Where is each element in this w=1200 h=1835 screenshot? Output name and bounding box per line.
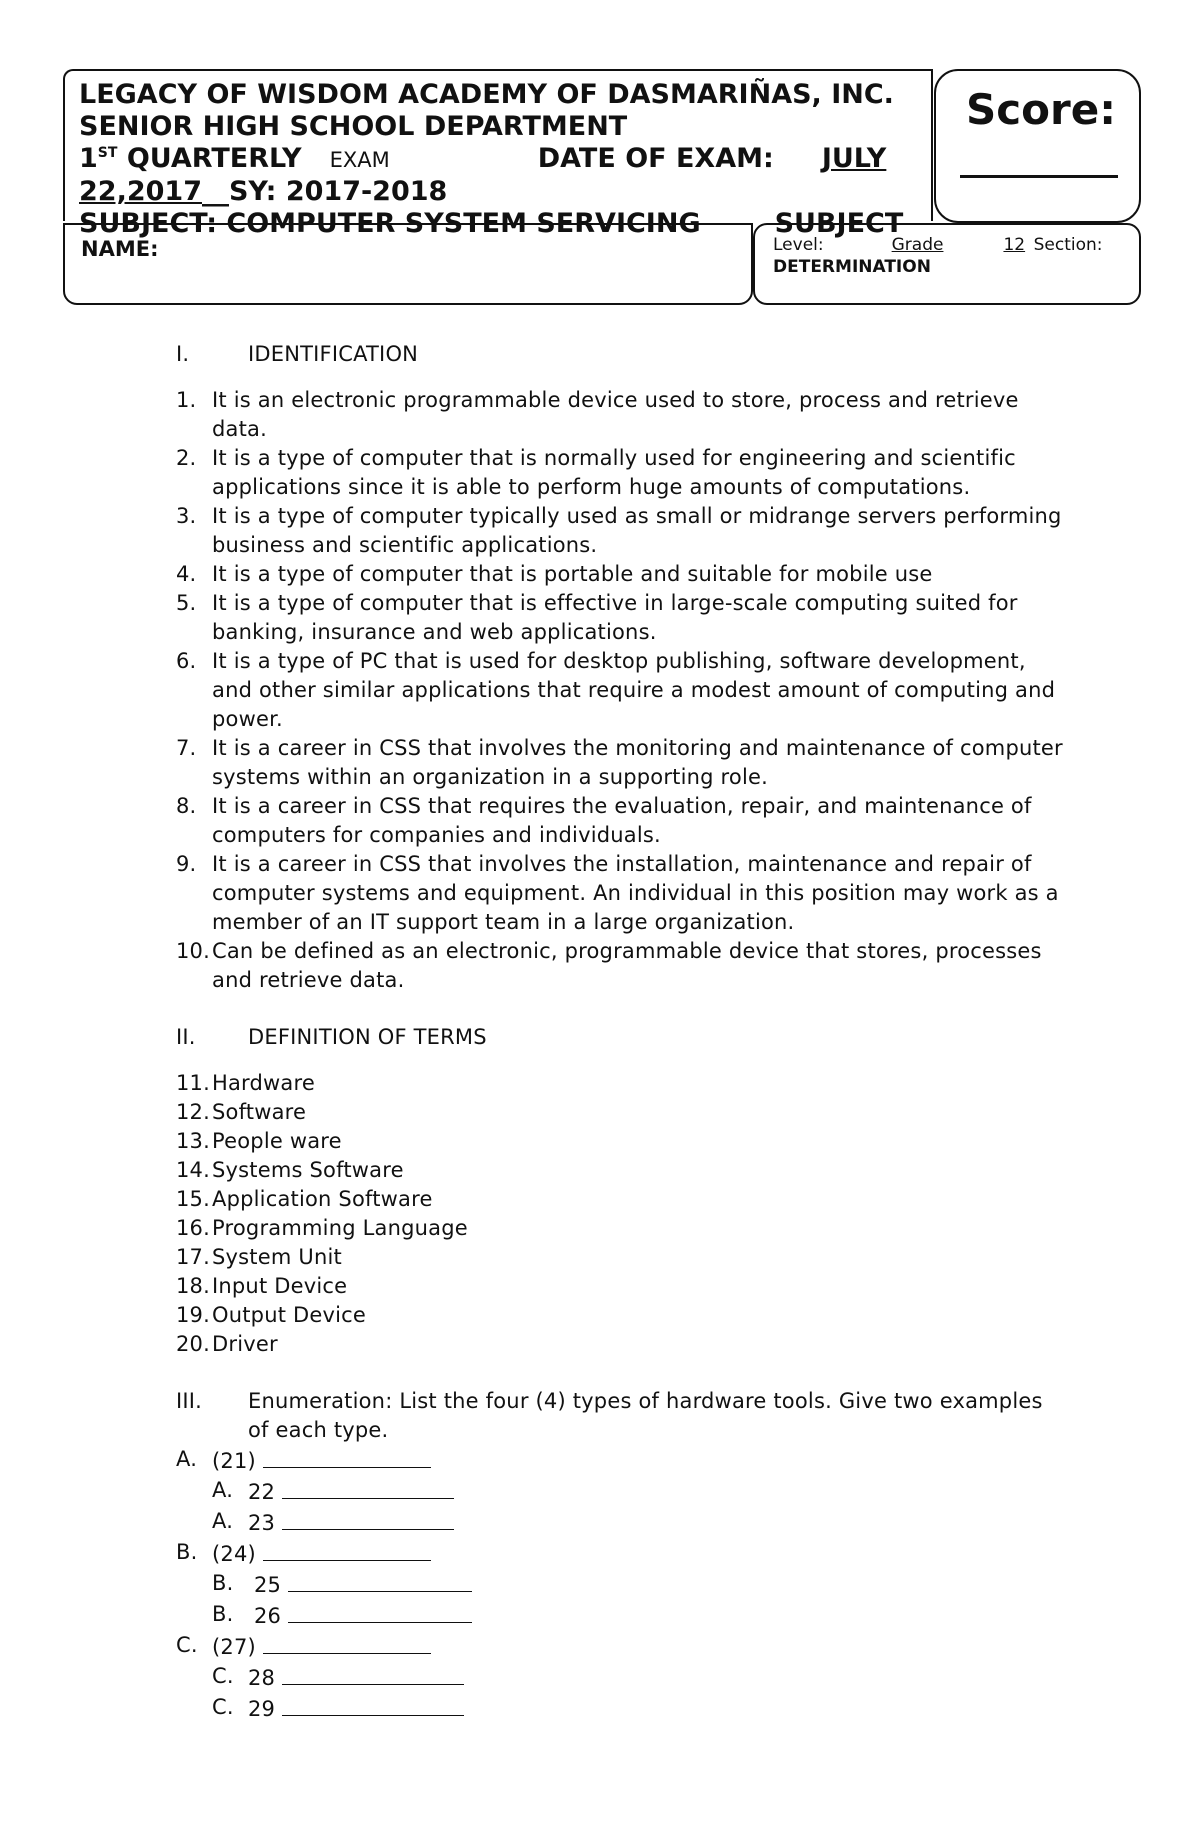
sub-letter: C. bbox=[212, 1664, 234, 1688]
item-number: 8. bbox=[176, 794, 197, 818]
item-text: Can be defined as an electronic, programmable device that stores, processes and retrieve data. bbox=[212, 939, 1042, 992]
item-number: 2. bbox=[176, 446, 197, 470]
section-number: I. bbox=[176, 342, 190, 366]
answer-blank[interactable] bbox=[263, 1538, 431, 1561]
group-label: (21) bbox=[212, 1449, 256, 1473]
exam-info-line bbox=[79, 143, 919, 176]
section-heading bbox=[176, 1023, 1066, 1052]
subject-right: SUBJECT bbox=[774, 208, 904, 239]
answer-blank[interactable] bbox=[263, 1631, 431, 1654]
item-text: Programming Language bbox=[212, 1216, 468, 1240]
list-item bbox=[176, 502, 1066, 560]
list-item bbox=[176, 1185, 1066, 1214]
group-label: (24) bbox=[212, 1542, 256, 1566]
item-text: It is an electronic programmable device used to store, process and retrieve data. bbox=[212, 388, 1019, 441]
item-text: Software bbox=[212, 1100, 307, 1124]
grade-label: Grade bbox=[891, 235, 944, 255]
item-text: Application Software bbox=[212, 1187, 433, 1211]
sub-label: 25 bbox=[254, 1573, 282, 1597]
exam-header bbox=[63, 69, 931, 239]
item-number: 14. bbox=[176, 1158, 210, 1182]
list-item bbox=[176, 589, 1066, 647]
item-number: 6. bbox=[176, 649, 197, 673]
name-box[interactable] bbox=[63, 223, 753, 305]
item-text: It is a type of computer that is portable and suitable for mobile use bbox=[212, 562, 933, 586]
sub-label: 29 bbox=[248, 1697, 276, 1721]
list-item bbox=[176, 386, 1066, 444]
item-text: Output Device bbox=[212, 1303, 367, 1327]
list-item bbox=[176, 792, 1066, 850]
header-divider bbox=[931, 69, 933, 221]
item-text: It is a type of computer typically used as small or midrange servers performing business and scientific applications. bbox=[212, 504, 1062, 557]
item-text: It is a type of computer that is normally used for engineering and scientific applications since it is able to perform huge amounts of computations. bbox=[212, 446, 1016, 499]
school-name: LEGACY OF WISDOM ACADEMY OF DASMARIÑAS, INC. bbox=[79, 79, 894, 110]
list-item bbox=[176, 1272, 1066, 1301]
determination-label: DETERMINATION bbox=[773, 257, 931, 277]
item-number: 11. bbox=[176, 1071, 210, 1095]
item-number: 20. bbox=[176, 1332, 210, 1356]
list-item bbox=[176, 1330, 1066, 1359]
group-letter: B. bbox=[176, 1540, 198, 1564]
date-month: JULY bbox=[821, 143, 887, 174]
score-label: Score: bbox=[966, 85, 1116, 134]
sub-label: 28 bbox=[248, 1666, 276, 1690]
enum-subitem bbox=[176, 1693, 1066, 1724]
date-label: DATE OF EXAM: bbox=[537, 143, 774, 174]
item-number: 1. bbox=[176, 388, 197, 412]
item-text: It is a career in CSS that involves the monitoring and maintenance of computer systems within an organization in a supporting role. bbox=[212, 736, 1063, 789]
quarter-number: 1 bbox=[79, 143, 98, 174]
enum-subitem bbox=[176, 1507, 1066, 1538]
item-number: 3. bbox=[176, 504, 197, 528]
grade-field bbox=[892, 234, 1034, 256]
sub-letter: B. bbox=[212, 1602, 234, 1626]
answer-blank[interactable] bbox=[263, 1445, 431, 1468]
enum-subitem bbox=[176, 1600, 1066, 1631]
item-number: 17. bbox=[176, 1245, 210, 1269]
grade-value: 12 bbox=[1003, 235, 1026, 255]
enum-subitem bbox=[176, 1569, 1066, 1600]
group-letter: C. bbox=[176, 1633, 198, 1657]
list-item bbox=[176, 560, 1066, 589]
level-row bbox=[773, 234, 1139, 256]
section-title: Enumeration: List the four (4) types of hardware tools. Give two examples of each type. bbox=[248, 1389, 1043, 1442]
date-sy-line bbox=[79, 176, 919, 208]
list-item bbox=[176, 937, 1066, 995]
section-number: III. bbox=[176, 1389, 203, 1413]
list-item bbox=[176, 444, 1066, 502]
sub-letter: C. bbox=[212, 1695, 234, 1719]
item-text: Driver bbox=[212, 1332, 278, 1356]
sub-label: 26 bbox=[254, 1604, 282, 1628]
list-item bbox=[176, 1098, 1066, 1127]
item-number: 10. bbox=[176, 939, 210, 963]
enum-subitem bbox=[176, 1476, 1066, 1507]
level-box bbox=[753, 223, 1141, 305]
exam-body bbox=[176, 340, 1066, 1724]
item-text: Hardware bbox=[212, 1071, 315, 1095]
item-text: Systems Software bbox=[212, 1158, 404, 1182]
enum-subitem bbox=[176, 1662, 1066, 1693]
item-number: 5. bbox=[176, 591, 197, 615]
section-number: II. bbox=[176, 1025, 196, 1049]
list-item bbox=[176, 1301, 1066, 1330]
item-number: 4. bbox=[176, 562, 197, 586]
section-label: Section: bbox=[1033, 235, 1103, 255]
answer-blank[interactable] bbox=[282, 1662, 464, 1685]
item-text: It is a career in CSS that requires the evaluation, repair, and maintenance of computers for companies and individuals. bbox=[212, 794, 1032, 847]
enum-group bbox=[176, 1538, 1066, 1569]
answer-blank[interactable] bbox=[288, 1569, 472, 1592]
list-item bbox=[176, 1214, 1066, 1243]
sub-letter: A. bbox=[212, 1478, 234, 1502]
item-number: 12. bbox=[176, 1100, 210, 1124]
exam-word: EXAM bbox=[329, 148, 390, 172]
answer-blank[interactable] bbox=[282, 1693, 464, 1716]
item-number: 16. bbox=[176, 1216, 210, 1240]
definition-list bbox=[176, 1069, 1066, 1359]
section-heading bbox=[176, 340, 1066, 369]
date-rest: 22,2017 bbox=[79, 176, 202, 207]
answer-blank[interactable] bbox=[282, 1476, 454, 1499]
name-label: NAME: bbox=[81, 237, 159, 261]
item-number: 9. bbox=[176, 852, 197, 876]
item-number: 7. bbox=[176, 736, 197, 760]
list-item bbox=[176, 1243, 1066, 1272]
list-item bbox=[176, 647, 1066, 734]
enum-group bbox=[176, 1631, 1066, 1662]
item-text: It is a type of computer that is effective in large-scale computing suited for banking, insurance and web applications. bbox=[212, 591, 1018, 644]
sub-letter: B. bbox=[212, 1571, 234, 1595]
score-box bbox=[934, 69, 1141, 223]
sub-label: 23 bbox=[248, 1511, 276, 1535]
item-number: 15. bbox=[176, 1187, 210, 1211]
level-label: Level: bbox=[773, 235, 824, 255]
item-text: Input Device bbox=[212, 1274, 348, 1298]
enumeration-list bbox=[176, 1445, 1066, 1724]
list-item bbox=[176, 734, 1066, 792]
section-title: DEFINITION OF TERMS bbox=[248, 1025, 487, 1049]
quarter-word: QUARTERLY bbox=[126, 143, 302, 174]
item-text: People ware bbox=[212, 1129, 342, 1153]
list-item bbox=[176, 850, 1066, 937]
section-title: IDENTIFICATION bbox=[248, 342, 419, 366]
section-heading bbox=[176, 1387, 1066, 1445]
answer-blank[interactable] bbox=[288, 1600, 472, 1623]
item-text: System Unit bbox=[212, 1245, 342, 1269]
quarter-suffix: ST bbox=[97, 145, 118, 161]
sub-label: 22 bbox=[248, 1480, 276, 1504]
sub-letter: A. bbox=[212, 1509, 234, 1533]
school-year: __SY: 2017-2018 bbox=[201, 176, 448, 207]
item-text: It is a type of PC that is used for desktop publishing, software development, and other similar applications that require a modest amount of computing and power. bbox=[212, 649, 1056, 731]
score-blank-line[interactable] bbox=[960, 175, 1118, 178]
list-item bbox=[176, 1127, 1066, 1156]
list-item bbox=[176, 1156, 1066, 1185]
item-number: 13. bbox=[176, 1129, 210, 1153]
answer-blank[interactable] bbox=[282, 1507, 454, 1530]
enum-group bbox=[176, 1445, 1066, 1476]
group-label: (27) bbox=[212, 1635, 256, 1659]
item-number: 18. bbox=[176, 1274, 210, 1298]
item-text: It is a career in CSS that involves the installation, maintenance and repair of computer systems and equipment. An individual in this position may work as a member of an IT support team in a large organization. bbox=[212, 852, 1059, 934]
group-letter: A. bbox=[176, 1447, 198, 1471]
subject-text: SUBJECT: COMPUTER SYSTEM SERVICING bbox=[79, 208, 701, 239]
item-number: 19. bbox=[176, 1303, 210, 1327]
identification-list bbox=[176, 386, 1066, 995]
list-item bbox=[176, 1069, 1066, 1098]
department-name: SENIOR HIGH SCHOOL DEPARTMENT bbox=[79, 111, 628, 142]
